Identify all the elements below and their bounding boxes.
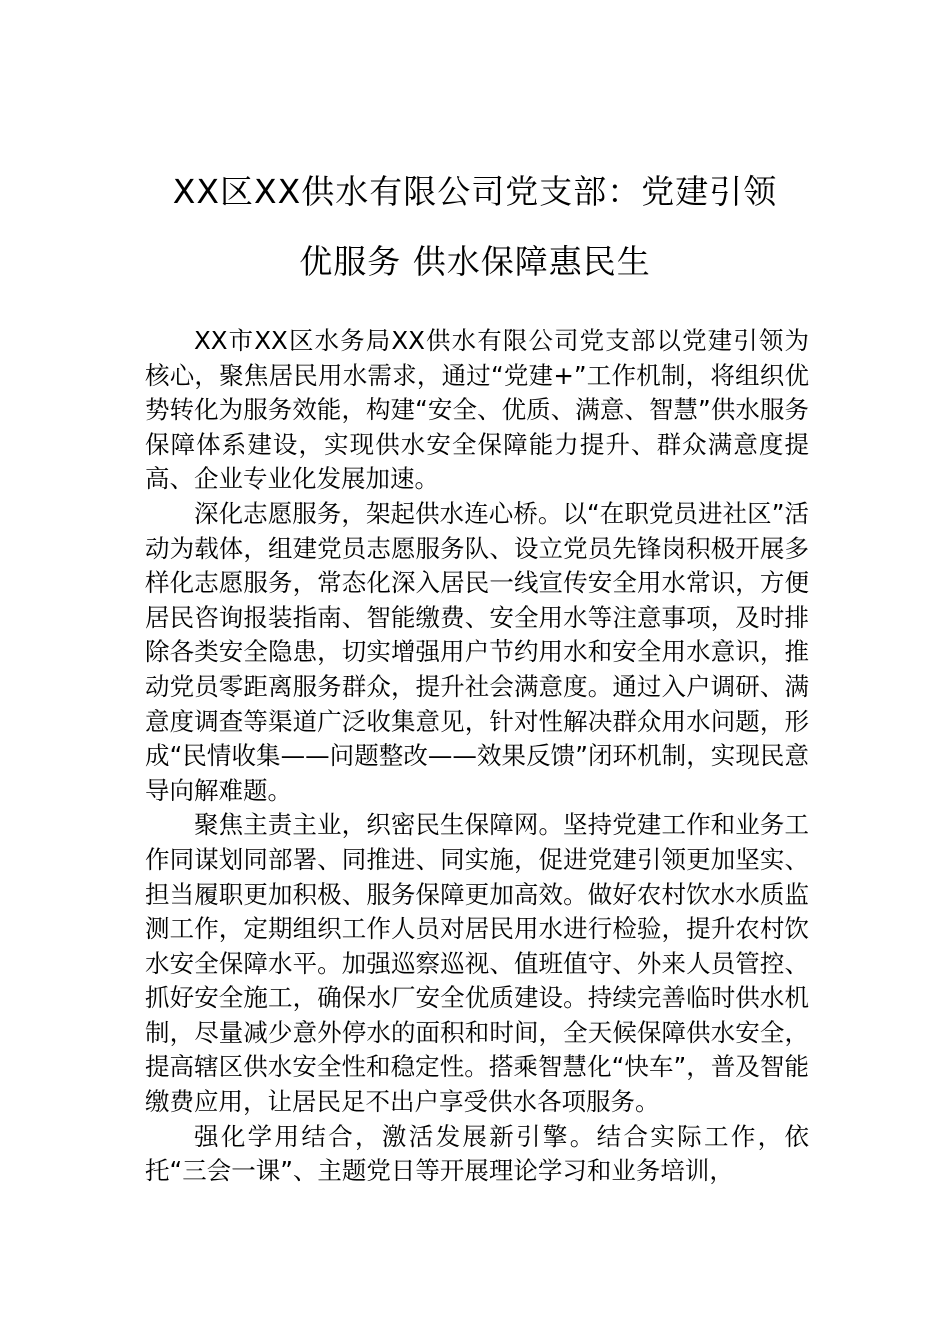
document-title-line-1: XX区XX供水有限公司党支部：党建引领	[172, 172, 778, 211]
paragraph-intro: XX市XX区水务局XX供水有限公司党支部以党建引领为核心，聚焦居民用水需求，通过“党建+”工作机制，将组织优势转化为服务效能，构建“安全、优质、满意、智慧”供水服务保障体系建设，实现供水安全保障能力提升、群众满意度提高、企业专业化发展加速。	[145, 326, 809, 494]
document-body	[145, 324, 809, 1189]
document-title-line-2: 优服务 供水保障惠民生	[299, 242, 651, 281]
paragraph-learning-application: 强化学用结合，激活发展新引擎。结合实际工作，依托“三会一课”、主题党日等开展理论学习和业务培训，	[145, 1121, 809, 1186]
paragraph-main-responsibility: 聚焦主责主业，织密民生保障网。坚持党建工作和业务工作同谋划同部署、同推进、同实施，促进党建引领更加坚实、担当履职更加积极、服务保障更加高效。做好农村饮水水质监测工作，定期组织工作人员对居民用水进行检验，提升农村饮水安全保障水平。加强巡察巡视、值班值守、外来人员管控、抓好安全施工，确保水厂安全优质建设。持续完善临时供水机制，尽量减少意外停水的面积和时间，全天候保障供水安全，提高辖区供水安全性和稳定性。搭乘智慧化“快车”，普及智能缴费应用，让居民足不出户享受供水各项服务。	[145, 810, 809, 1117]
paragraph-volunteer-service: 深化志愿服务，架起供水连心桥。以“在职党员进社区”活动为载体，组建党员志愿服务队、设立党员先锋岗积极开展多样化志愿服务，常态化深入居民一线宣传安全用水常识，方便居民咨询报装指南、智能缴费、安全用水等注意事项，及时排除各类安全隐患，切实增强用户节约用水和安全用水意识，推动党员零距离服务群众，提升社会满意度。通过入户调研、满意度调查等渠道广泛收集意见，针对性解决群众用水问题，形成“民情收集——问题整改——效果反馈”闭环机制，实现民意导向解难题。	[145, 498, 809, 805]
